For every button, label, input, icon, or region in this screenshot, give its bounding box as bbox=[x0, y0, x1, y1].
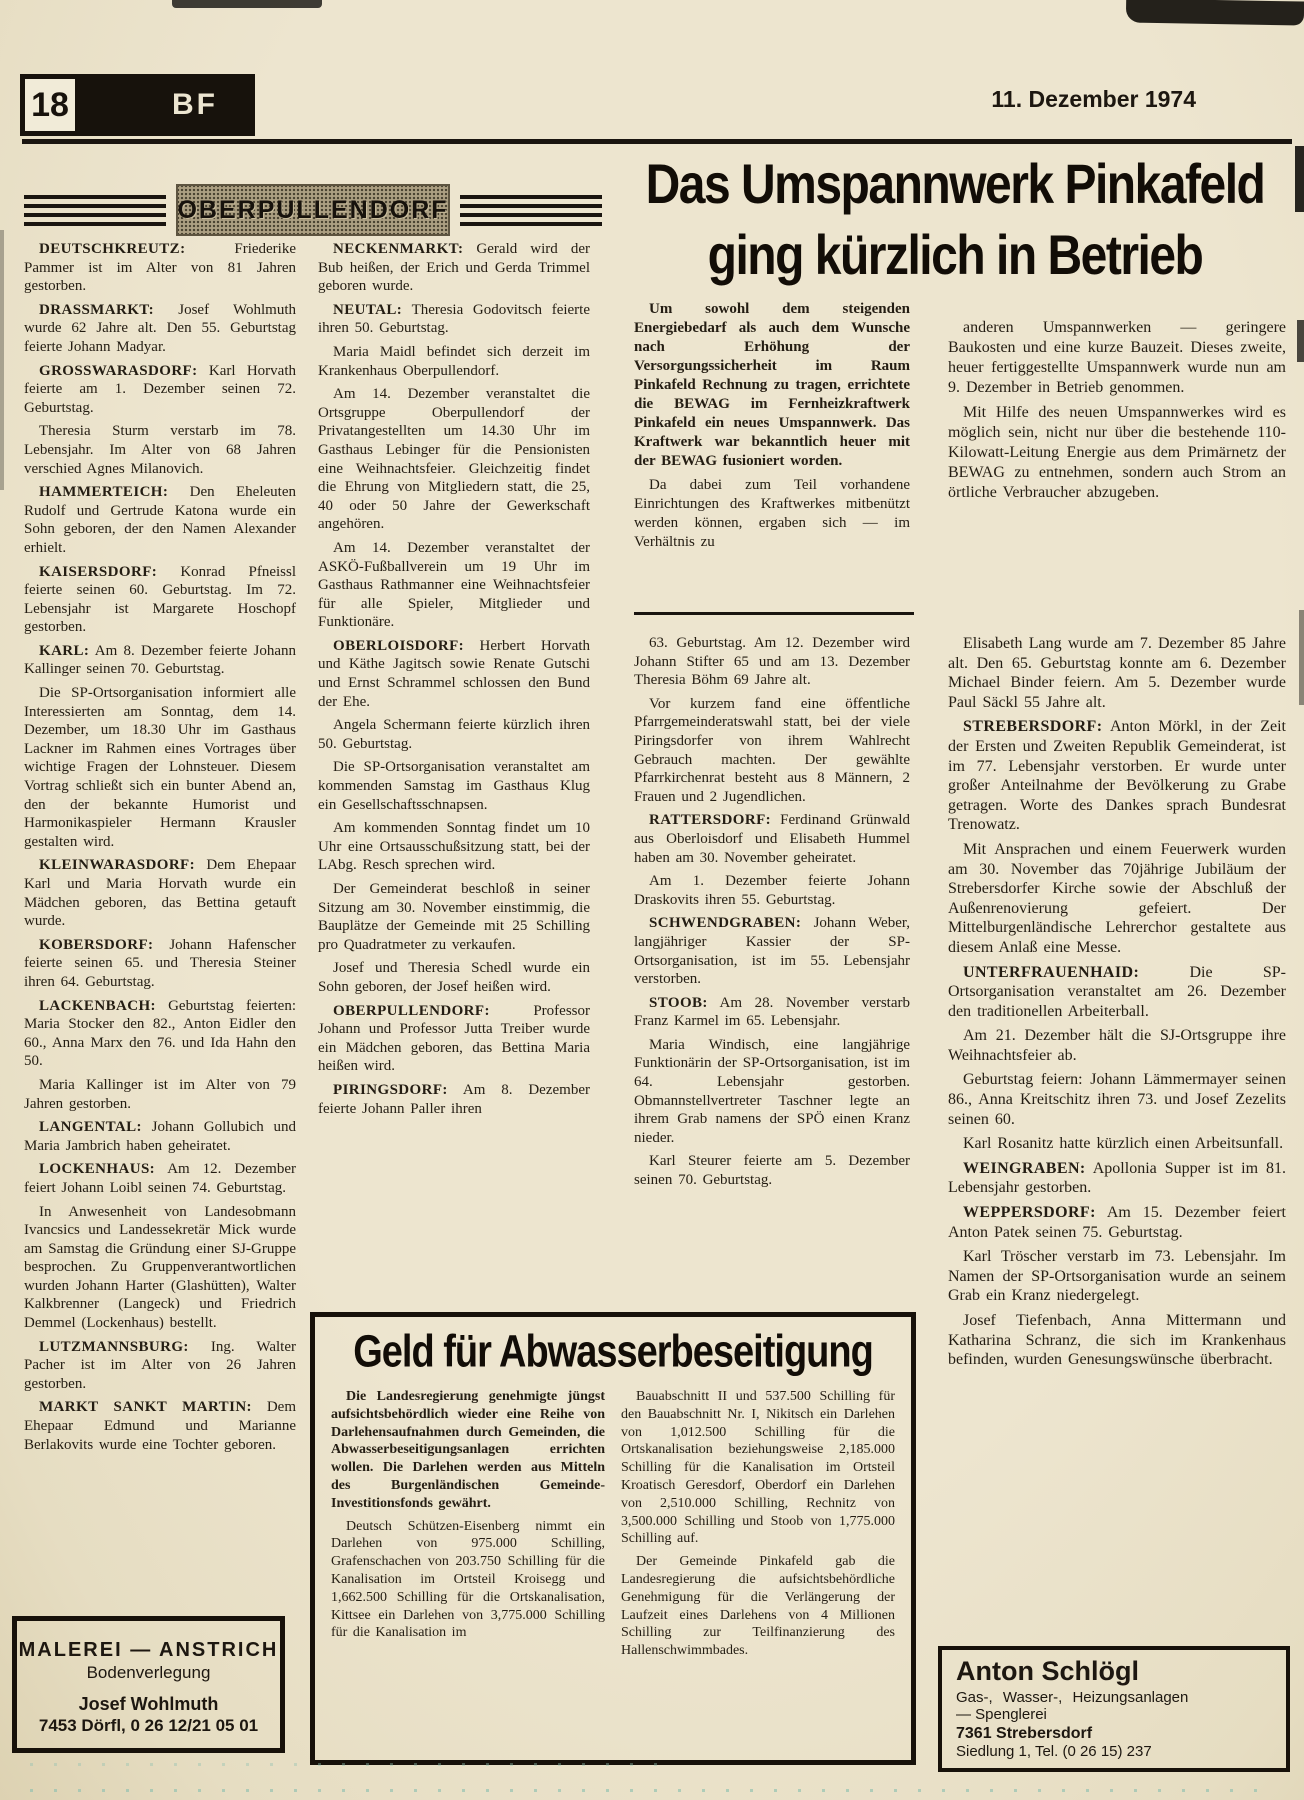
town-lead: KARL: bbox=[39, 642, 90, 659]
town-lead: MARKT SANKT MARTIN: bbox=[39, 1399, 252, 1416]
town-lead: LACKENBACH: bbox=[39, 997, 156, 1014]
paragraph-text: Angela Schermann feierte kürzlich ihren 50. Geburtstag. bbox=[318, 717, 590, 752]
paragraph-text: Josef und Theresia Schedl wurde ein Sohn geboren, der Josef heißen wird. bbox=[318, 960, 590, 995]
paragraph-text: Gerald wird der Bub heißen, der Erich und Gerda Trimmel geboren wurde. bbox=[318, 241, 590, 295]
scan-artifact bbox=[172, 0, 322, 8]
paragraph-text: Maria Kallinger ist im Alter von 79 Jahren gestorben. bbox=[24, 1076, 296, 1112]
news-paragraph bbox=[948, 1247, 1286, 1306]
ad-line-1: Gas-, Wasser-, Heizungsanlagen bbox=[956, 1689, 1189, 1706]
money-box-column-left bbox=[331, 1388, 605, 1665]
news-paragraph bbox=[318, 539, 590, 632]
paragraph-text: Apollonia Supper ist im 81. Lebensjahr gestorben. bbox=[948, 1159, 1286, 1197]
money-paragraph bbox=[621, 1553, 895, 1660]
town-lead: RATTERSDORF: bbox=[649, 812, 772, 829]
town-lead: OBERLOISDORF: bbox=[333, 637, 465, 654]
news-paragraph bbox=[318, 959, 590, 996]
paragraph-text: Theresia Sturm verstarb im 78. Lebensjahr. Im Alter von 68 Jahren verschied Agnes Milanovich. bbox=[24, 423, 296, 477]
news-paragraph bbox=[318, 343, 590, 380]
article-headline bbox=[618, 150, 1292, 293]
news-paragraph bbox=[948, 1134, 1286, 1154]
ad-subtitle: Bodenverlegung bbox=[86, 1663, 211, 1682]
news-paragraph bbox=[634, 872, 910, 909]
news-paragraph bbox=[24, 1398, 296, 1454]
town-lead: NECKENMARKT: bbox=[333, 241, 464, 257]
news-column-1 bbox=[24, 240, 296, 1580]
news-paragraph bbox=[24, 301, 296, 357]
paragraph-text: 63. Geburtstag. Am 12. Dezember wird Johann Stifter 65 und am 13. Dezember Theresia Böhm 69 Jahre alt. bbox=[634, 635, 910, 689]
money-paragraph bbox=[331, 1518, 605, 1643]
news-paragraph bbox=[24, 1160, 296, 1197]
town-lead: DRASSMARKT: bbox=[39, 301, 154, 318]
paragraph-text: Vor kurzem fand eine öffentliche Pfarrgemeinderatswahl statt, bei der viele Piringsdorfer von ihrem Wahlrecht Gebrauch machten. Der gewählte Pfarrkirchenrat besteht aus 8 Männern, 2 Frauen und 2 Jugendlichen. bbox=[634, 695, 910, 805]
news-column-3 bbox=[634, 634, 910, 1298]
ad-malerei-anstrich bbox=[12, 1616, 285, 1753]
news-paragraph bbox=[318, 1081, 590, 1118]
news-paragraph bbox=[24, 422, 296, 478]
town-lead: WEINGRABEN: bbox=[963, 1159, 1086, 1177]
paragraph-text: Geburtstag feierten: Maria Stocker den 82., Anton Eidler den 60., Anna Marx den 76. und Ida Hahn den 50. bbox=[24, 997, 296, 1070]
news-paragraph bbox=[948, 634, 1286, 712]
article-paragraph bbox=[634, 476, 910, 552]
article-column-left bbox=[634, 300, 910, 600]
town-lead: STREBERSDORF: bbox=[963, 718, 1103, 736]
town-lead: GROSSWARASDORF: bbox=[39, 362, 198, 379]
paragraph-text: Josef Wohlmuth wurde 62 Jahre alt. Den 55. Geburtstag feierte Johann Madyar. bbox=[24, 301, 296, 355]
town-lead: DEUTSCHKREUTZ: bbox=[39, 241, 186, 257]
masthead bbox=[20, 74, 255, 136]
ad-line-4: Siedlung 1, Tel. (0 26 15) 237 bbox=[956, 1743, 1152, 1760]
article-paragraph bbox=[948, 318, 1286, 398]
ad-name: Josef Wohlmuth bbox=[78, 1694, 219, 1714]
news-paragraph bbox=[634, 1152, 910, 1189]
news-paragraph bbox=[948, 1070, 1286, 1129]
news-paragraph bbox=[634, 695, 910, 807]
paragraph-text: Ferdinand Grünwald aus Oberloisdorf und Elisabeth Hummel haben am 30. November geheiratet. bbox=[634, 812, 910, 866]
news-paragraph bbox=[24, 362, 296, 418]
paragraph-text: Deutsch Schützen-Eisenberg nimmt ein Darlehen von 975.000 Schilling, Grafenschachen von 203.750 Schilling für die Kanalisation im Ortsteil Kroisegg und 1,662.500 Schilling für die Ortskanalisation, Kittsee ein Darlehen von 3,775.000 Schilling für die Kanalisation im bbox=[331, 1518, 605, 1641]
scan-artifact bbox=[1299, 610, 1304, 705]
news-paragraph bbox=[948, 963, 1286, 1022]
section-banner: OBERPULLENDORF bbox=[176, 184, 450, 236]
news-paragraph bbox=[24, 563, 296, 637]
news-paragraph bbox=[24, 642, 296, 679]
paragraph-text: Am 14. Dezember veranstaltet die Ortsgruppe Oberpullendorf der Privatangestellten um 14.30 Uhr im Gasthaus Lebinger für die Pensionisten eine Weihnachtsfeier. Gleichzeitig findet die Ehrung von Mitgliedern statt, die 25, 40 oder 50 Jahre der Gewerkschaft angehören. bbox=[318, 386, 590, 533]
town-lead: KAISERSDORF: bbox=[39, 563, 158, 580]
news-paragraph bbox=[318, 716, 590, 753]
news-paragraph bbox=[24, 936, 296, 992]
news-paragraph bbox=[24, 1118, 296, 1155]
paragraph-text: anderen Umspannwerken — geringere Baukosten und eine kurze Bauzeit. Dieses zweite, heuer fertiggestellte Umspannwerk wurde nun am 9. Dezember in Betrieb genommen. bbox=[948, 319, 1286, 396]
news-paragraph bbox=[24, 684, 296, 851]
issue-date: 11. Dezember 1974 bbox=[991, 86, 1196, 112]
paragraph-text: Konrad Pfneissl feierte seinen 60. Geburtstag. Im 72. Lebensjahr ist Margarete Hoschopf gestorben. bbox=[24, 563, 296, 636]
town-lead: WEPPERSDORF: bbox=[963, 1204, 1096, 1222]
news-paragraph bbox=[634, 994, 910, 1031]
ad-line-2: — Spenglerei bbox=[956, 1706, 1047, 1723]
top-rule bbox=[22, 139, 1292, 144]
news-paragraph bbox=[24, 240, 296, 296]
news-paragraph bbox=[634, 811, 910, 867]
article-paragraph bbox=[948, 403, 1286, 503]
paragraph-text: Am 8. Dezember feierte Johann Kallinger seinen 70. Geburtstag. bbox=[24, 642, 296, 678]
paragraph-text: Herbert Horvath und Käthe Jagitsch sowie Renate Gutschi und Ernst Schrammel schlossen den Bund der Ehe. bbox=[318, 637, 590, 710]
ad-name: Anton Schlögl bbox=[956, 1656, 1139, 1686]
news-paragraph bbox=[318, 819, 590, 875]
news-paragraph bbox=[24, 483, 296, 557]
news-paragraph bbox=[318, 1002, 590, 1076]
news-paragraph bbox=[24, 1203, 296, 1333]
news-paragraph bbox=[318, 758, 590, 814]
news-paragraph bbox=[948, 1159, 1286, 1198]
paragraph-text: Ing. Walter Pacher ist im Alter von 26 Jahren gestorben. bbox=[24, 1338, 296, 1392]
paragraph-text: Die SP-Ortsorganisation veranstaltet am kommenden Samstag im Gasthaus Klug ein Gesellschaftsschnapsen. bbox=[318, 759, 590, 813]
paragraph-text: Geburtstag feiern: Johann Lämmermayer seinen 86., Anna Kreitschitz ihren 73. und Josef Zezelits seinen 60. bbox=[948, 1071, 1286, 1128]
paragraph-text: Karl Horvath feierte am 1. Dezember seinen 72. Geburtstag. bbox=[24, 362, 296, 416]
paragraph-text: Am 1. Dezember feierte Johann Draskovits ihren 55. Geburtstag. bbox=[634, 873, 910, 908]
news-paragraph bbox=[24, 1076, 296, 1113]
town-lead: STOOB: bbox=[649, 994, 708, 1011]
news-paragraph bbox=[318, 301, 590, 338]
paragraph-text: Friederike Pammer ist im Alter von 81 Jahren gestorben. bbox=[24, 241, 296, 295]
scan-artifact bbox=[1295, 146, 1304, 212]
ad-anton-schloegl bbox=[938, 1646, 1290, 1772]
town-lead: LUTZMANNSBURG: bbox=[39, 1338, 189, 1355]
paragraph-text: Bauabschnitt II und 537.500 Schilling für den Bauabschnitt Nr. I, Nikitsch ein Darlehen von 1,012.500 Schilling für die Ortskanalisation beziehungsweise 2,185.000 Schilling für die Kanalisation im Ortsteil Kroatisch Geresdorf, Oberdorf ein Darlehen von 2,510.000 Schilling, Rechnitz von 3,500.000 Schilling und Stoob von 1,775.000 Schilling auf. bbox=[621, 1389, 895, 1547]
paragraph-text: Mit Ansprachen und einem Feuerwerk wurden am 30. November das 70jährige Jubiläum der Strebersdorfer Kirche sowie der Abschluß der Außenrenovierung gefeiert. Der Mittelburgenländische Lehrerchor gestaltete aus diesem Anlaß eine Messe. bbox=[948, 840, 1286, 956]
paragraph-text: Dem Ehepaar Karl und Maria Horvath wurde ein Mädchen geboren, das Bettina getauft wurde. bbox=[24, 857, 296, 930]
news-paragraph bbox=[318, 240, 590, 296]
ad-address: 7453 Dörfl, 0 26 12/21 05 01 bbox=[38, 1716, 259, 1735]
town-lead: KOBERSDORF: bbox=[39, 936, 154, 953]
paragraph-text: Dem Ehepaar Edmund und Marianne Berlakovits wurde eine Tochter geboren. bbox=[24, 1399, 296, 1453]
banner-rule-left bbox=[24, 195, 166, 226]
ad-title: MALEREI — ANSTRICH bbox=[18, 1639, 279, 1661]
news-paragraph bbox=[948, 1311, 1286, 1370]
paragraph-text: Johann Hafenscher feierte seinen 65. und Theresia Steiner ihren 64. Geburtstag. bbox=[24, 936, 296, 990]
paragraph-text: Den Eheleuten Rudolf und Gertrude Katona wurde ein Sohn geboren, der den Namen Alexander erhielt. bbox=[24, 484, 296, 556]
paragraph-text: Der Gemeinderat beschloß in seiner Sitzung am 30. November einstimmig, die Bauplätze der Gemeinde mit 25 Schilling pro Quadratmeter zu verkaufen. bbox=[318, 881, 590, 953]
town-lead: LOCKENHAUS: bbox=[39, 1161, 156, 1178]
scan-artifact bbox=[1126, 0, 1304, 26]
paragraph-text: Johann Gollubich und Maria Jambrich haben geheiratet. bbox=[24, 1119, 296, 1154]
paragraph-text: Die SP-Ortsorganisation informiert alle Interessierten am Sonntag, dem 14. Dezember, um 18.30 Uhr im Gasthaus Lackner im Rahmen eines Vortrages über wichtige Fragen der Lohnsteuer. Diesem Vortrag schließt sich ein bunter Abend an, den der bekannte Humorist und Harmonikaspieler Hermann Krausler gestalten wird. bbox=[24, 685, 296, 850]
news-paragraph bbox=[948, 717, 1286, 835]
article-divider-rule bbox=[634, 612, 914, 615]
paragraph-text: Karl Steurer feierte am 5. Dezember seinen 70. Geburtstag. bbox=[634, 1153, 910, 1189]
news-paragraph bbox=[948, 1026, 1286, 1065]
paragraph-text: Um sowohl dem steigenden Energiebedarf als auch dem Wunsche nach Erhöhung der Versorgungssicherheit im Raum Pinkafeld Rechnung zu tragen, errichtete die BEWAG im Fernheizkraftwerk Pinkafeld ein neues Umspannwerk. Das Kraftwerk war bekanntlich heuer mit der BEWAG fusioniert worden. bbox=[634, 301, 910, 469]
paragraph-text: Theresia Godovitsch feierte ihren 50. Geburtstag. bbox=[318, 301, 590, 337]
paragraph-text: Anton Mörkl, in der Zeit der Ersten und Zweiten Republik Gemeinderat, ist im 77. Lebensjahr verstorben. Er wurde unter großer Anteilnahme der Bevölkerung zu Grabe getragen. Worte des Dankes sprach Bundesrat Trenowatz. bbox=[948, 718, 1286, 834]
news-paragraph bbox=[24, 997, 296, 1071]
news-paragraph bbox=[634, 1036, 910, 1148]
paragraph-text: Karl Rosanitz hatte kürzlich einen Arbeitsunfall. bbox=[963, 1135, 1284, 1153]
town-lead: NEUTAL: bbox=[333, 301, 403, 318]
scan-artifact bbox=[0, 230, 4, 490]
paragraph-text: Maria Windisch, eine langjährige Funktionärin der SP-Ortsorganisation, ist im 64. Lebensjahr gestorben. Obmannstellvertreter Taschner legte an ihrem Grab namens der SPÖ einen Kranz nieder. bbox=[634, 1036, 910, 1146]
scan-artifact bbox=[1297, 320, 1304, 362]
paragraph-text: Am 28. November verstarb Franz Karmel im 65. Lebensjahr. bbox=[634, 994, 910, 1030]
paragraph-text: Karl Tröscher verstarb im 73. Lebensjahr. Im Namen der SP-Ortsorganisation wurde an seinem Grab ein Kranz niedergelegt. bbox=[948, 1248, 1286, 1305]
banner-rule-right bbox=[460, 195, 602, 226]
news-paragraph bbox=[318, 637, 590, 711]
news-paragraph bbox=[24, 856, 296, 930]
brand-logo: BF bbox=[80, 74, 255, 136]
article-headline-line-1: Das Umspannwerk Pinkafeld bbox=[645, 154, 1265, 216]
news-paragraph bbox=[318, 385, 590, 534]
money-box-article bbox=[310, 1312, 916, 1765]
page-number: 18 bbox=[20, 74, 80, 136]
paragraph-text: Die SP-Ortsorganisation veranstaltet am 26. Dezember den traditionellen Arbeiterball. bbox=[948, 963, 1286, 1020]
money-box-columns bbox=[315, 1374, 911, 1665]
money-box-headline: Geld für Abwasserbeseitigung bbox=[353, 1327, 873, 1378]
article-paragraph bbox=[634, 300, 910, 471]
paragraph-text: Die Landesregierung genehmigte jüngst aufsichtsbehördlich wieder eine Reihe von Darlehensaufnahmen durch Gemeinden, die Abwasserbeseitigungsanlagen errichten wollen. Die Darlehen werden aus Mitteln des Burgenländischen Gemeinde-Investitionsfonds gewährt. bbox=[331, 1389, 605, 1511]
news-paragraph bbox=[634, 634, 910, 690]
money-paragraph bbox=[331, 1388, 605, 1513]
article-column-right bbox=[948, 318, 1286, 622]
paragraph-text: Am 15. Dezember feiert Anton Patek seinen 75. Geburtstag. bbox=[948, 1204, 1286, 1241]
news-paragraph bbox=[948, 840, 1286, 958]
paragraph-text: Der Gemeinde Pinkafeld gab die Landesregierung die aufsichtsbehördliche Genehmigung für die Verlängerung der Laufzeit eines Darlehens von 4 Millionen Schilling zur Teilfinanzierung des Hallenschwimmbades. bbox=[621, 1554, 895, 1659]
scan-dot-row bbox=[30, 1763, 670, 1766]
scan-dot-row bbox=[30, 1789, 1270, 1792]
news-paragraph bbox=[634, 914, 910, 988]
news-column-4 bbox=[948, 634, 1286, 1632]
money-box-column-right bbox=[621, 1388, 895, 1665]
paragraph-text: Professor Johann und Professor Jutta Treiber wurde ein Mädchen geboren, das Bettina Maria heißen wird. bbox=[318, 1002, 590, 1075]
town-lead: OBERPULLENDORF: bbox=[333, 1002, 490, 1019]
article-headline-line-2: ging kürzlich in Betrieb bbox=[707, 225, 1203, 287]
paragraph-text: Mit Hilfe des neuen Umspannwerkes wird es möglich sein, nicht nur über die bestehende 110-Kilowatt-Leitung Energie aus dem Primärnetz der BEWAG zu entnehmen, sondern auch Strom an örtliche Verbraucher abzugeben. bbox=[948, 404, 1286, 501]
news-paragraph bbox=[318, 880, 590, 954]
town-lead: UNTERFRAUENHAID: bbox=[963, 963, 1140, 981]
paragraph-text: Maria Maidl befindet sich derzeit im Krankenhaus Oberpullendorf. bbox=[318, 343, 590, 379]
paragraph-text: Josef Tiefenbach, Anna Mittermann und Katharina Schranz, die sich im Krankenhaus befinden, wurden Genesungswünsche überbracht. bbox=[948, 1312, 1286, 1369]
money-paragraph bbox=[621, 1388, 895, 1548]
paragraph-text: Johann Weber, langjähriger Kassier der SP-Ortsorganisation, ist im 55. Lebensjahr verstorben. bbox=[634, 915, 910, 988]
news-column-2 bbox=[318, 240, 590, 1300]
paragraph-text: In Anwesenheit von Landesobmann Ivancsics und Landessekretär Mick wurde am Samstag die Gründung einer SJ-Gruppe besprochen. Zu Gruppenverantwortlichen wurden Johann Harter (Glashütten), Walter Kalkbrenner (Langeck) und Friedrich Demmel (Lockenhaus) bestellt. bbox=[24, 1203, 296, 1332]
paragraph-text: Am 12. Dezember feiert Johann Loibl seinen 74. Geburtstag. bbox=[24, 1161, 296, 1196]
section-banner-row bbox=[24, 183, 602, 237]
paragraph-text: Am 21. Dezember hält die SJ-Ortsgruppe ihre Weihnachtsfeier ab. bbox=[948, 1027, 1286, 1064]
news-paragraph bbox=[948, 1203, 1286, 1242]
paragraph-text: Elisabeth Lang wurde am 7. Dezember 85 Jahre alt. Den 65. Geburtstag konnte am 6. Dezember Michael Binder feiern. Am 5. Dezember wurde Paul Säckl 55 Jahre alt. bbox=[948, 635, 1286, 711]
town-lead: PIRINGSDORF: bbox=[333, 1081, 448, 1098]
town-lead: KLEINWARASDORF: bbox=[39, 857, 196, 874]
paragraph-text: Da dabei zum Teil vorhandene Einrichtungen des Kraftwerkes mitbenützt werden können, ergaben sich — im Verhältnis zu bbox=[634, 477, 910, 550]
town-lead: LANGENTAL: bbox=[39, 1119, 142, 1136]
news-paragraph bbox=[24, 1338, 296, 1394]
ad-line-3: 7361 Strebersdorf bbox=[956, 1725, 1093, 1742]
town-lead: HAMMERTEICH: bbox=[39, 484, 169, 501]
paragraph-text: Am 14. Dezember veranstaltet der ASKÖ-Fußballverein um 19 Uhr im Gasthaus Rathmanner eine Weihnachtsfeier für alle Spieler, Mitglieder und Funktionäre. bbox=[318, 539, 590, 631]
town-lead: SCHWENDGRABEN: bbox=[649, 915, 802, 932]
paragraph-text: Am kommenden Sonntag findet um 10 Uhr eine Ortsausschußsitzung statt, bei der LAbg. Resch sprechen wird. bbox=[318, 820, 590, 874]
paragraph-text: Am 8. Dezember feierte Johann Paller ihren bbox=[318, 1081, 590, 1117]
